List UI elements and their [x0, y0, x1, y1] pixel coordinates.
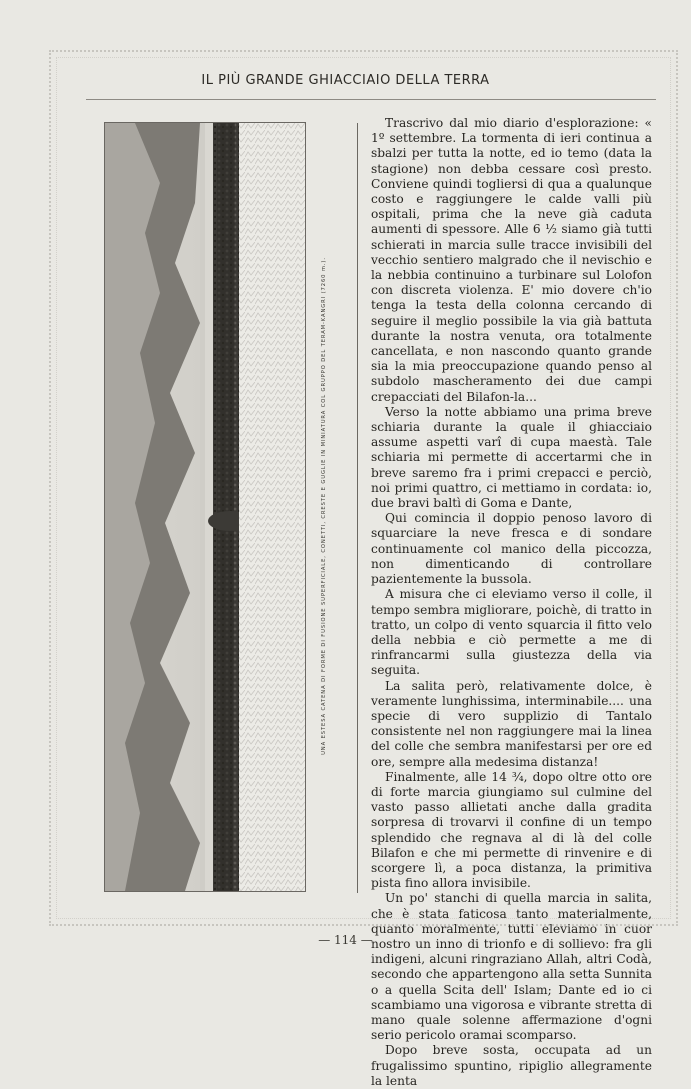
- paragraph: Un po' stanchi di quella marcia in salita, che è stata faticosa tanto materialmente, quanto moralmente, tutti eleviamo in cuor nostro un inno di trionfo e di sollievo: fra gli indigeni, alcuni ringraziano Allah, altri Codà, secondo che appartengono alla setta Sunnita o a quella Scita dell' Islam; Dante ed io ci scambiamo una vigorosa e vibrante stretta di mano quale solenne affermazione d'ogni serio pericolo oramai scomparso.: [371, 891, 652, 1043]
- page-number: — 114 —: [318, 933, 373, 947]
- figure-caption-text: UNA ESTESA CATENA DI FORME DI FUSIONE SUPERFICIALE, CONETTI, CRESTE E GUGLIE IN MINIATURA COL GRUPPO DEL TERAM-KANGRI (7260 m.).: [321, 257, 327, 755]
- paragraph: Finalmente, alle 14 ¾, dopo oltre otto ore di forte marcia giungiamo sul culmine del vasto passo allietati anche dalla gradita sorpresa di trovarvi il confine di un tempo splendido che regnava al di là del colle Bilafon e che mi permette di rinvenire e di scorgere lì, a poca distanza, la primitiva pista fino allora invisibile.: [371, 769, 652, 891]
- running-header: IL PIÙ GRANDE GHIACCIAIO DELLA TERRA: [201, 73, 490, 88]
- figure-caption: [313, 122, 335, 890]
- glacier-photograph: [104, 122, 306, 892]
- paragraph: Qui comincia il doppio penoso lavoro di squarciare la neve fresca e di sondare continuamente col manico della piccozza, non dimenticando di controllare pazientemente la bussola.: [371, 511, 652, 587]
- paragraph: La salita però, relativamente dolce, è veramente lunghissima, interminabile.... una specie di vero supplizio di Tantalo consistente nel non raggiungere mai la linea del colle che sembra manifestarsi per ore ed ore, sempre alla medesima distanza!: [371, 678, 652, 769]
- paragraph: Verso la notte abbiamo una prima breve schiaria durante la quale il ghiacciaio assume aspetti varî di cupa maestà. Tale schiaria mi permette di accertarmi che in breve saremo fra i primi crepacci e perciò, noi primi quattro, ci mettiamo in cordata: io, due bravi baltì di Goma e Dante,: [371, 404, 652, 511]
- paragraph: A misura che ci eleviamo verso il colle, il tempo sembra migliorare, poichè, di tratto in tratto, un colpo di vento squarcia il fitto velo della nebbia e ciò permette a me di rinfrancarmi sulla giustezza della via seguita.: [371, 587, 652, 678]
- paragraph: Dopo breve sosta, occupata ad un frugalissimo spuntino, ripiglio allegramente la lenta: [371, 1043, 652, 1088]
- column-rule: [357, 123, 358, 893]
- header-rule: [86, 99, 656, 100]
- paragraph: Trascrivo dal mio diario d'esplorazione: « 1º settembre. La tormenta di ieri continua a sbalzi per tutta la notte, ed io temo (data la stagione) non debba cessare così presto. Conviene quindi togliersi di qua a qualunque costo e raggiungere le calde valli più ospitali, prima che la neve già caduta aumenti di spessore. Alle 6 ½ siamo già tutti schierati in marcia sulle tracce invisibili del vecchio sentiero malgrado che il nevischio e la nebbia continuino a turbinare sul Lolofon con discreta violenza. E' mio dovere ch'io tenga la testa della colonna cercando di seguire il meglio possibile la via già battuta durante la nostra venuta, ora totalmente cancellata, e non nascondo quanto grande sia la mia preoccupazione quando penso al subdolo mascheramento dei due campi crepacciati del Bilafon-la...: [371, 116, 652, 404]
